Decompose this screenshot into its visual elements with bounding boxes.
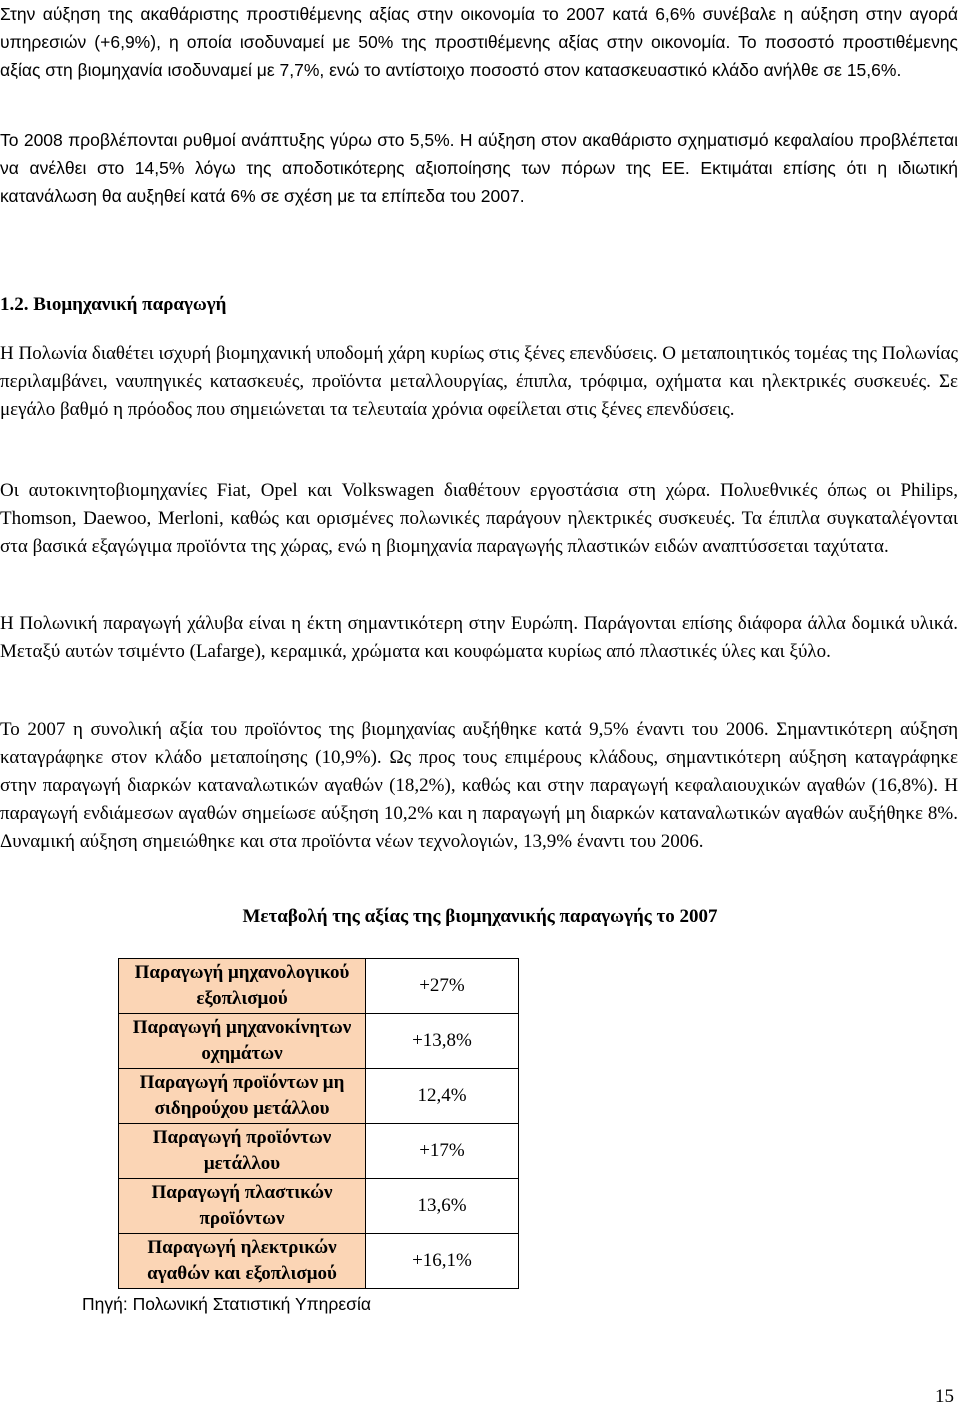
table-row-value: +27% (366, 959, 519, 1014)
table-row (119, 1014, 519, 1069)
paragraph-industrial-base: Η Πολωνία διαθέτει ισχυρή βιομηχανική υποδομή χάρη κυρίως στις ξένες επενδύσεις. Ο μεταποιητικός τομέας της Πολωνίας περιλαμβάνει, ναυπηγικές κατασκευές, προϊόντα μεταλλουργίας, έπιπλα, τρόφιμα, οχήματα και ηλεκτρικές συσκευές. Σε μεγάλο βαθμό η πρόοδος που σημειώνεται τα τελευταία χρόνια οφείλεται στις ξένες επενδύσεις. (0, 343, 958, 420)
table-row-label: Παραγωγή ηλεκτρικών αγαθών και εξοπλισμού (119, 1234, 366, 1289)
table-row-value: 13,6% (366, 1179, 519, 1234)
table-source-note: Πηγή: Πολωνική Στατιστική Υπηρεσία (82, 1294, 371, 1314)
table-row (119, 1234, 519, 1289)
paragraph-manufacturers: Οι αυτοκινητοβιομηχανίες Fiat, Opel και Volkswagen διαθέτουν εργοστάσια στη χώρα. Πολυεθνικές όπως οι Philips, Thomson, Daewoo, Merloni, καθώς και ορισμένες πολωνικές παράγουν ηλεκτρικές συσκευές. Τα έπιπλα συγκαταλέγονται στα βασικά εξαγώγιμα προϊόντα της χώρας, ενώ η βιομηχανία παραγωγής πλαστικών ειδών αναπτύσσεται ταχύτατα. (0, 480, 958, 557)
table-row (119, 1179, 519, 1234)
table-row-label: Παραγωγή πλαστικών προϊόντων (119, 1179, 366, 1234)
table-row-label: Παραγωγή μηχανοκίνητων οχημάτων (119, 1014, 366, 1069)
table-row-label: Παραγωγή προϊόντων μη σιδηρούχου μετάλλου (119, 1069, 366, 1124)
table-row-value: +17% (366, 1124, 519, 1179)
page-number: 15 (935, 1386, 954, 1407)
table-title: Μεταβολή της αξίας της βιομηχανικής παραγωγής το 2007 (242, 906, 718, 927)
section-heading: 1.2. Βιομηχανική παραγωγή (0, 294, 227, 315)
industrial-production-table (118, 958, 519, 1289)
table-row-value: +13,8% (366, 1014, 519, 1069)
table-row (119, 959, 519, 1014)
table-row-label: Παραγωγή μηχανολογικού εξοπλισμού (119, 959, 366, 1014)
table-row-label: Παραγωγή προϊόντων μετάλλου (119, 1124, 366, 1179)
table-row-value: +16,1% (366, 1234, 519, 1289)
paragraph-2007-industry-growth: Το 2007 η συνολική αξία του προϊόντος της βιομηχανίας αυξήθηκε κατά 9,5% έναντι του 2006. Σημαντικότερη αύξηση καταγράφηκε στον κλάδο μεταποίησης (10,9%). Ως προς τους επιμέρους κλάδους, σημαντικότερη αύξηση καταγράφηκε στην παραγωγή διαρκών καταναλωτικών αγαθών (18,2%), καθώς και στην παραγωγή κεφαλαιουχικών αγαθών (16,8%). Η παραγωγή ενδιάμεσων αγαθών σημείωσε αύξηση 10,2% και η παραγωγή μη διαρκών καταναλωτικών αγαθών αυξήθηκε 8%. Δυναμική αύξηση σημειώθηκε και στα προϊόντα νέων τεχνολογιών, 13,9% έναντι του 2006. (0, 719, 958, 852)
table-row-value: 12,4% (366, 1069, 519, 1124)
table-row (119, 1124, 519, 1179)
paragraph-2008-forecast: Το 2008 προβλέπονται ρυθμοί ανάπτυξης γύρω στο 5,5%. Η αύξηση στον ακαθάριστο σχηματισμό κεφαλαίου προβλέπεται να ανέλθει στο 14,5% λόγω της αποδοτικότερης αξιοποίησης των πόρων της ΕΕ. Εκτιμάται επίσης ότι η ιδιωτική κατανάλωση θα αυξηθεί κατά 6% σε σχέση με τα επίπεδα του 2007. (0, 130, 958, 206)
paragraph-steel-production: Η Πολωνική παραγωγή χάλυβα είναι η έκτη σημαντικότερη στην Ευρώπη. Παράγονται επίσης διάφορα άλλα δομικά υλικά. Μεταξύ αυτών τσιμέντο (Lafarge), κεραμικά, χρώματα και κουφώματα κυρίως από πλαστικές ύλες και ξύλο. (0, 613, 958, 662)
table-row (119, 1069, 519, 1124)
paragraph-value-added: Στην αύξηση της ακαθάριστης προστιθέμενης αξίας στην οικονομία το 2007 κατά 6,6% συνέβαλε η αύξηση στην αγορά υπηρεσιών (+6,9%), η οποία ισοδυναμεί με 50% της προστιθέμενης αξίας στην οικονομία. Το ποσοστό προστιθέμενης αξίας στη βιομηχανία ισοδυναμεί με 7,7%, ενώ το αντίστοιχο ποσοστό στον κατασκευαστικό κλάδο ανήλθε σε 15,6%. (0, 4, 958, 80)
